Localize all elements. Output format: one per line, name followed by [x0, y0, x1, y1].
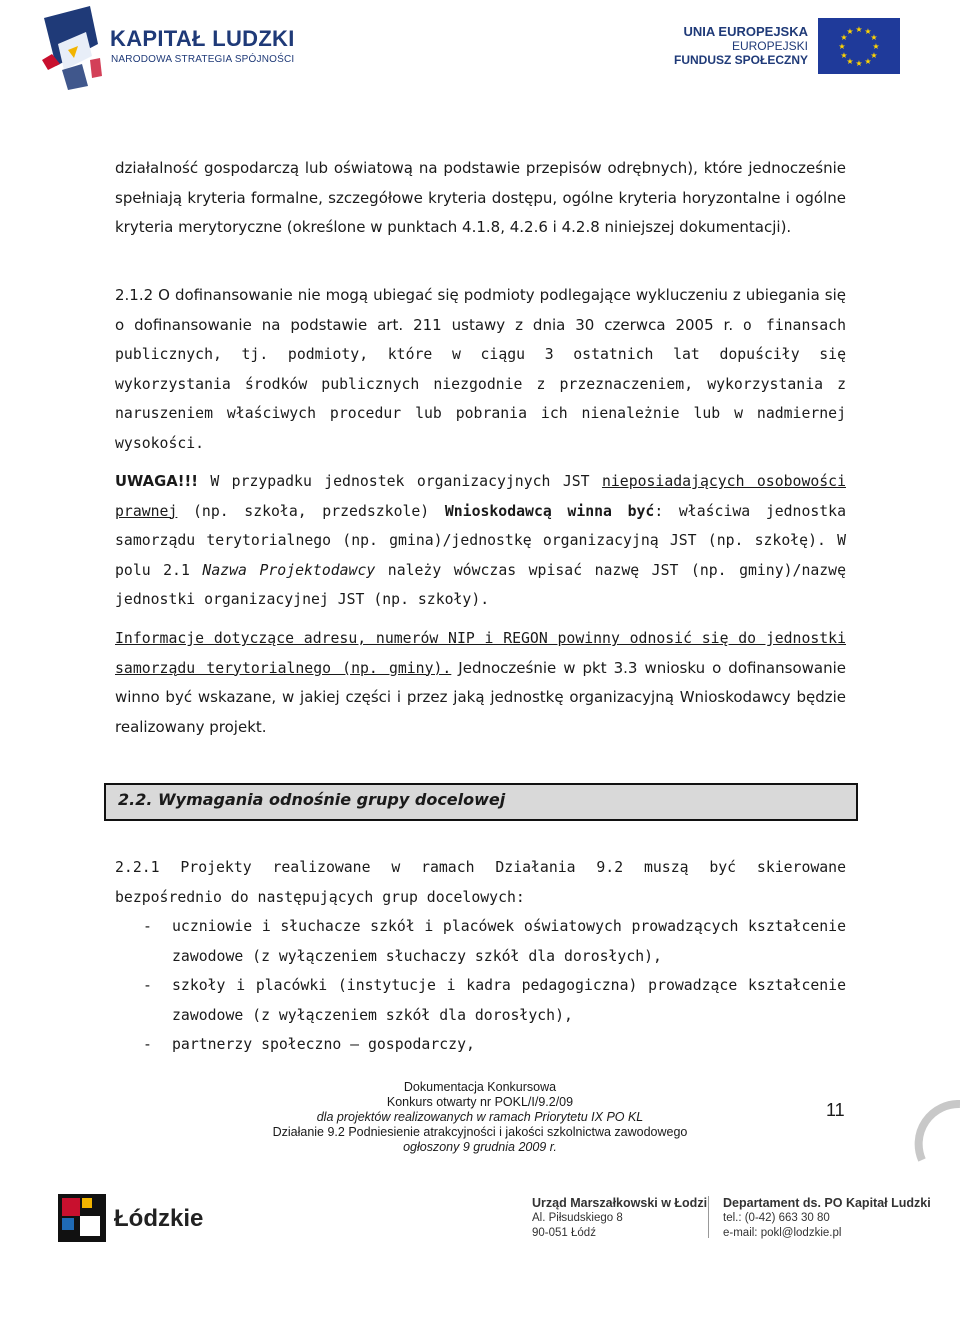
footer-line-1: Dokumentacja Konkursowa [403, 1080, 557, 1094]
section-title: 2.2. Wymagania odnośnie grupy docelowej [118, 790, 506, 809]
dep-email: e-mail: pokl@lodzkie.pl [723, 1227, 842, 1239]
uwaga-underlined-1: nieposiadających osobowości prawnej [115, 473, 846, 520]
footer-doc-info [230, 1080, 730, 1155]
eu-line-1: UNIA EUROPEJSKA [683, 24, 808, 39]
kapital-ludzki-subtitle: NARODOWA STRATEGIA SPÓJNOŚCI [111, 54, 295, 65]
list-item-text: partnerzy społeczno – gospodarczy, [172, 1036, 475, 1053]
uwaga-italic-1: Nazwa Projektodawcy [202, 561, 376, 579]
decorative-arc-icon [908, 1100, 960, 1170]
paragraph-2-1-2-part-b: o finansach publicznych, tj. podmioty, które w ciągu 3 ostatnich lat dopuściły się wykorzystania środków publicznych niezgodnie z przeznaczeniem, wykorzystania z naruszeniem właściwych procedur lub pobrania ich nienależnie lub w nadmiernej wysokości. [115, 316, 846, 452]
list-item [143, 1030, 846, 1060]
bullet-dash: - [143, 977, 152, 994]
svg-text:★: ★ [855, 25, 863, 34]
uwaga-text-3: : właściwa jednostka samorządu terytorialnego (np. gmina)/jednostkę organizacyjną JST (np. szkołę). W polu 2.1 [115, 502, 846, 579]
departament-block [723, 1196, 931, 1241]
svg-text:★: ★ [846, 27, 854, 36]
um-name: Urząd Marszałkowski w Łodzi [532, 1196, 708, 1210]
eu-line-3: FUNDUSZ SPOŁECZNY [673, 53, 808, 67]
paragraph-informacje [115, 624, 846, 742]
footer-line-3: dla projektów realizowanych w ramach Priorytetu IX PO KL [316, 1110, 644, 1124]
list-item [143, 912, 846, 971]
bullet-dash: - [143, 1036, 152, 1053]
bullet-dash: - [143, 918, 152, 935]
svg-text:★: ★ [870, 33, 878, 42]
paragraph-2-1-2 [115, 281, 846, 458]
footer-line-2: Konkurs otwarty nr POKL/I/9.2/09 [386, 1095, 574, 1109]
svg-text:★: ★ [840, 33, 848, 42]
footer-divider [708, 1196, 709, 1238]
uwaga-text-4: należy wówczas wpisać nazwę JST (np. gminy)/nazwę jednostki organizacyjnej JST (np. szkoły). [115, 561, 846, 608]
paragraph-intro: działalność gospodarczą lub oświatową na podstawie przepisów odrębnych), które jednocześnie spełniają kryteria formalne, szczegółowe kryteria dostępu, ogólne kryteria horyzontalne i ogólne kryteria merytoryczne (określone w punktach 4.1.8, 4.2.6 i 4.2.8 niniejszej dokumentacji). [115, 159, 846, 236]
list-item [143, 971, 846, 1030]
svg-text:★: ★ [864, 27, 872, 36]
list-item-text: uczniowie i słuchacze szkół i placówek oświatowych prowadzących kształcenie zawodowe (z wyłączeniem słuchaczy szkół dla dorosłych), [172, 918, 846, 965]
lodzkie-logo-icon [58, 1194, 106, 1242]
dep-name: Departament ds. PO Kapitał Ludzki [723, 1196, 931, 1210]
paragraph-2-2-1: 2.2.1 Projekty realizowane w ramach Działania 9.2 muszą być skierowane bezpośrednio do następujących grup docelowych: [115, 859, 846, 906]
page-number: 11 [826, 1100, 845, 1120]
um-address-2: 90-051 Łódź [532, 1227, 596, 1239]
dep-tel: tel.: (0-42) 663 30 80 [723, 1212, 830, 1224]
eu-text-block [674, 25, 808, 67]
footer-line-5: ogłoszony 9 grudnia 2009 r. [403, 1140, 557, 1154]
svg-text:★: ★ [840, 51, 848, 60]
svg-text:★: ★ [846, 57, 854, 66]
paragraph-2-1-2-part-a: 2.1.2 O dofinansowanie nie mogą ubiegać się podmioty podlegające wykluczeniu z ubiegania się o dofinansowanie na podstawie art. 211 ustawy z dnia 30 czerwca 2005 r. [115, 286, 846, 334]
uwaga-label: UWAGA!!! [115, 473, 198, 490]
svg-text:★: ★ [855, 59, 863, 68]
list-item-text: szkoły i placówki (instytucje i kadra pedagogiczna) prowadzące kształcenie zawodowe (z wyłączeniem szkół dla dorosłych), [172, 977, 846, 1024]
informacje-text: Jednocześnie w pkt 3.3 wniosku o dofinansowanie winno być wskazane, w jakiej części i przez jaką jednostkę organizacyjną Wnioskodawcy będzie realizowany projekt. [115, 658, 846, 736]
kapital-ludzki-emblem-icon [38, 4, 108, 90]
eu-line-2: EUROPEJSKI [731, 39, 808, 53]
uwaga-text-1: W przypadku jednostek organizacyjnych JST [197, 473, 602, 490]
kapital-ludzki-title: KAPITAŁ LUDZKI [110, 26, 295, 51]
section-heading-box [104, 783, 858, 821]
svg-text:★: ★ [838, 42, 846, 51]
um-address-1: Al. Piłsudskiego 8 [532, 1212, 623, 1224]
urzad-marszalkowski-block [532, 1196, 707, 1241]
uwaga-text-2: (np. szkoła, przedszkole) [177, 502, 445, 520]
svg-text:★: ★ [872, 42, 880, 51]
svg-text:★: ★ [864, 57, 872, 66]
paragraph-uwaga [115, 467, 846, 615]
uwaga-bold-1: Wnioskodawcą winna być [444, 502, 655, 520]
svg-text:★: ★ [870, 51, 878, 60]
eu-flag-icon [818, 18, 900, 74]
footer-line-4: Działanie 9.2 Podniesienie atrakcyjności i jakości szkolnictwa zawodowego [272, 1125, 688, 1139]
informacje-underlined: Informacje dotyczące adresu, numerów NIP i REGON powinny odnosić się do jednostki samorządu terytorialnego (np. gminy). [115, 630, 846, 677]
lodzkie-wordmark: Łódzkie [114, 1205, 204, 1232]
